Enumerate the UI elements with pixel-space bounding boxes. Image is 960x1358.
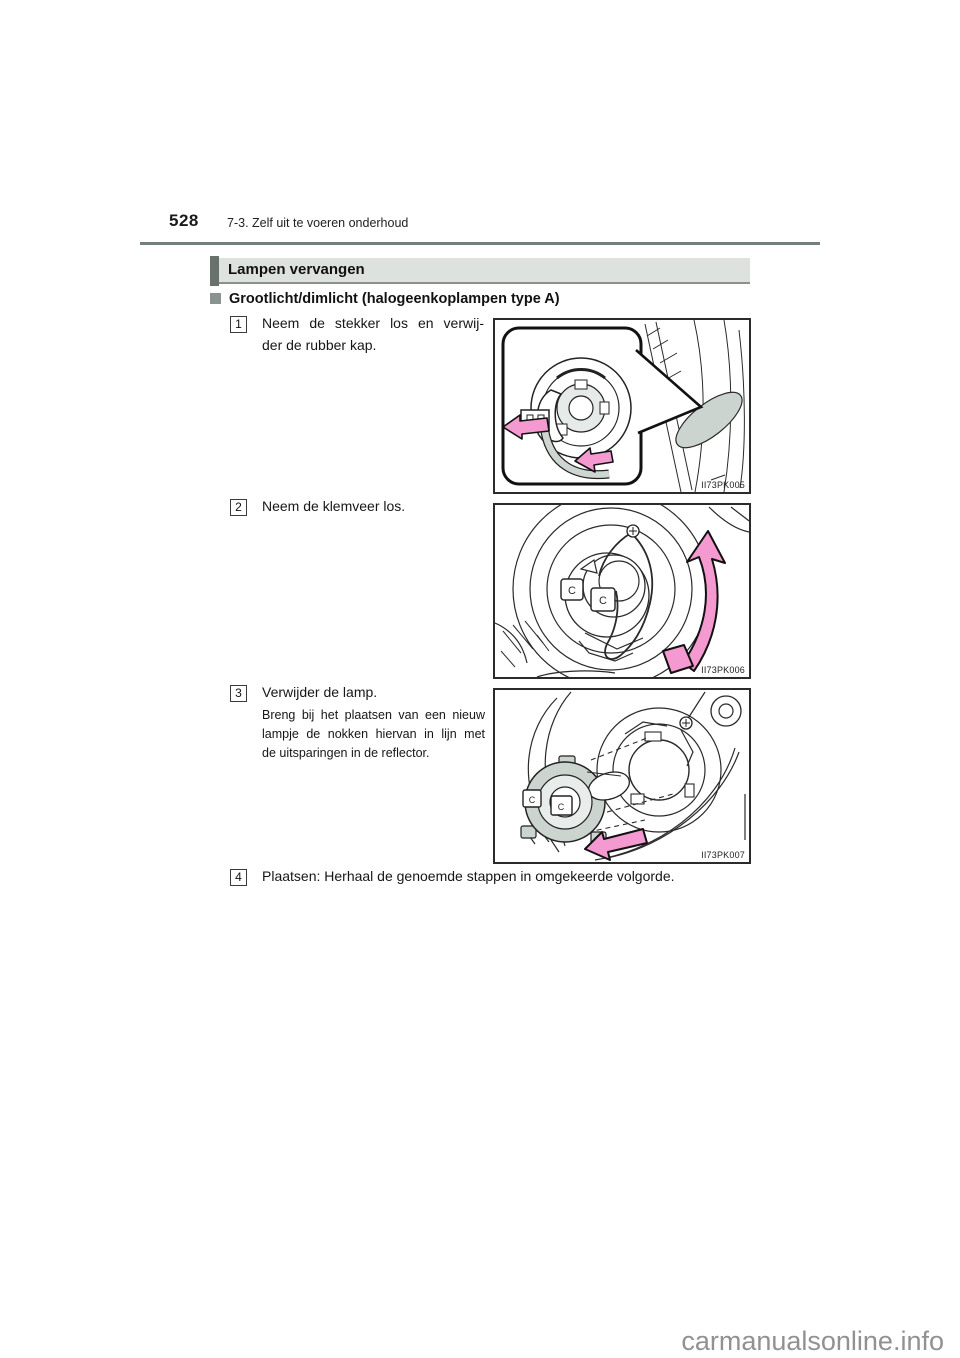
step-3-note-line-1: Breng bij het plaatsen van een nieuw (262, 708, 485, 722)
chapter-title: 7-3. Zelf uit te voeren onderhoud (227, 216, 409, 230)
step-3-number-box: 3 (230, 685, 247, 702)
square-bullet-icon (210, 293, 221, 304)
watermark: carmanualsonline.info (681, 1326, 944, 1356)
step-3-note (262, 706, 485, 763)
figure-spring-clip (493, 503, 751, 679)
page-number: 528 (169, 211, 199, 230)
step-3-text: Verwijder de lamp. (262, 684, 378, 700)
step-2-number-box: 2 (230, 499, 247, 516)
section-accent-bar (210, 256, 219, 286)
step-1-number-box: 1 (230, 316, 247, 333)
subsection-title: Grootlicht/dimlicht (halogeenkoplampen type A) (229, 291, 560, 307)
figure-code: II73PK005 (701, 480, 745, 490)
step-1-line-2: der de rubber kap. (262, 337, 377, 353)
step-4-number-box: 4 (230, 869, 247, 886)
step-3-note-line-3: de uitsparingen in de reflector. (262, 746, 430, 760)
figure-headlight-connector (493, 318, 751, 494)
headlight-connector-illustration (495, 320, 749, 492)
rotate-clip-arrow-icon (683, 531, 725, 671)
svg-text:C: C (568, 585, 576, 597)
step-1-text (262, 312, 484, 356)
svg-text:C: C (557, 802, 565, 812)
spring-clip-illustration (495, 505, 749, 677)
svg-text:C: C (599, 595, 607, 607)
header-rule (140, 242, 820, 245)
bulb-removal-illustration (495, 690, 749, 862)
figure-bulb-removal (493, 688, 751, 864)
step-2-text: Neem de klemveer los. (262, 498, 406, 514)
figure-code: II73PK006 (701, 665, 745, 675)
figure-code: II73PK007 (701, 850, 745, 860)
step-3-note-line-2: lampje de nokken hiervan in lijn met (262, 727, 485, 741)
section-title: Lampen vervangen (228, 261, 365, 278)
step-1-line-1: Neem de stekker los en verwij- (262, 315, 484, 331)
svg-text:C: C (528, 795, 536, 805)
step-4-text: Plaatsen: Herhaal de genoemde stappen in omgekeerde volgorde. (262, 868, 675, 884)
